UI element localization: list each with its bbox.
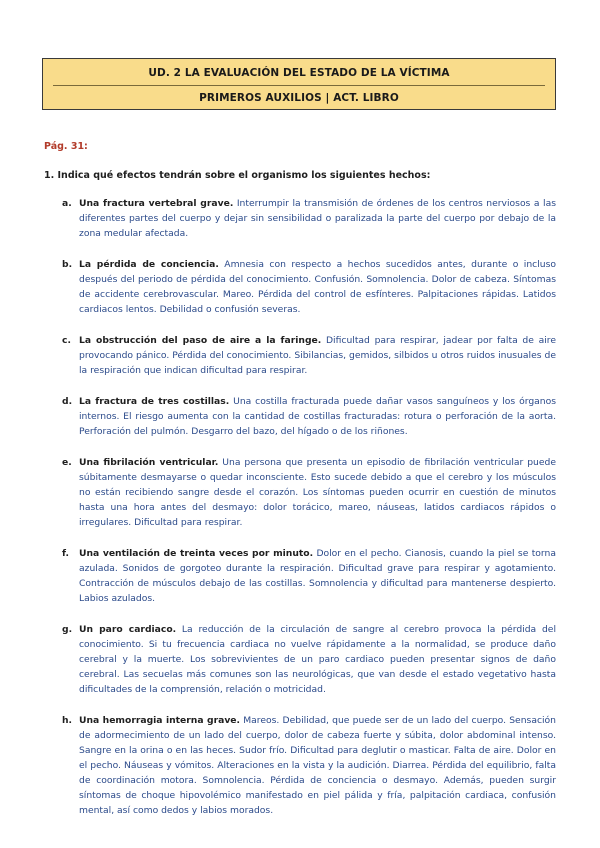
answer-list <box>62 196 556 834</box>
item-answer: Una costilla fracturada puede dañar vasos sanguíneos y los órganos internos. El riesgo aumenta con la cantidad de costillas fracturadas: rotura o perforación de la aorta. Perforación del pulmón. Desgarro del bazo, del hígado o de los riñones. <box>79 396 557 437</box>
list-item <box>62 196 556 241</box>
item-title: Una fractura vertebral grave. <box>79 198 234 209</box>
list-item <box>62 713 556 818</box>
item-letter: d. <box>62 396 73 407</box>
item-answer: Interrumpir la transmisión de órdenes de los centros nerviosos a las diferentes partes del cuerpo y dejar sin sensibilidad o paralizada la parte del cuerpo por debajo de la zona medular afectada. <box>79 198 557 239</box>
item-title: Una fibrilación ventricular. <box>79 457 219 468</box>
document-header <box>42 58 556 110</box>
item-letter: h. <box>62 715 73 726</box>
item-letter: g. <box>62 624 73 635</box>
item-title: La fractura de tres costillas. <box>79 396 230 407</box>
item-letter: c. <box>62 335 71 346</box>
list-item <box>62 394 556 439</box>
question-text: 1. Indica qué efectos tendrán sobre el organismo los siguientes hechos: <box>44 170 431 181</box>
item-letter: a. <box>62 198 72 209</box>
item-title: Una ventilación de treinta veces por minuto. <box>79 548 314 559</box>
list-item <box>62 333 556 378</box>
item-answer: Mareos. Debilidad, que puede ser de un lado del cuerpo. Sensación de adormecimiento de un lado del cuerpo, dolor de cabeza fuerte y súbita, dolor abdominal intenso. Sangre en la orina o en las heces. Sudor frío. Dificultad para deglutir o masticar. Falta de aire. Dolor en el pecho. Náuseas y vómitos. Alteraciones en la vista y la audición. Diarrea. Pérdida del equilibrio, falta de coordinación motora. Somnolencia. Pérdida de conciencia o desmayo. Además, pueden surgir síntomas de choque hipovolémico manifestado en piel pálida y fría, palpitación cardiaca, confusión mental, así como dedos y labios morados. <box>79 715 556 816</box>
list-item <box>62 257 556 317</box>
item-title: La pérdida de conciencia. <box>79 259 219 270</box>
item-answer: Una persona que presenta un episodio de fibrilación ventricular puede súbitamente desmayarse o quedar inconsciente. Esto sucede debido a que el cerebro y los músculos no están recibiendo sangre desde el corazón. Los síntomas pueden ocurrir en cuestión de minutos hasta una hora antes del desmayo: dolor torácico, mareo, náuseas, latidos cardiacos rápidos o irregulares. Dificultad para respirar. <box>79 457 557 528</box>
item-letter: f. <box>62 548 69 559</box>
course-subtitle: PRIMEROS AUXILIOS | ACT. LIBRO <box>199 92 399 104</box>
item-title: La obstrucción del paso de aire a la faringe. <box>79 335 322 346</box>
item-answer: La reducción de la circulación de sangre al cerebro provoca la pérdida del conocimiento. Si tu frecuencia cardiaca no vuelve rápidamente a la normalidad, se produce daño cerebral y la muerte. Los sobrevivientes de un paro cardiaco pueden presentar signos de daño cerebral. Las secuelas más comunes son las neurológicas, que van desde el estado vegetativo hasta dificultades de la comprensión, relación o motricidad. <box>79 624 556 695</box>
item-letter: b. <box>62 259 73 270</box>
item-letter: e. <box>62 457 72 468</box>
item-answer: Dolor en el pecho. Cianosis, cuando la piel se torna azulada. Sonidos de gorgoteo durante la respiración. Dificultad grave para respirar y agotamiento. Contracción de músculos debajo de las costillas. Somnolencia y dificultad para mantenerse despierto. Labios azulados. <box>79 548 556 604</box>
unit-title: UD. 2 LA EVALUACIÓN DEL ESTADO DE LA VÍCTIMA <box>148 67 450 79</box>
list-item <box>62 546 556 606</box>
item-title: Una hemorragia interna grave. <box>79 715 241 726</box>
page-reference: Pág. 31: <box>44 141 88 152</box>
header-divider <box>53 85 545 86</box>
item-answer: Dificultad para respirar, jadear por falta de aire provocando pánico. Pérdida del conocimiento. Sibilancias, gemidos, silbidos u otros ruidos inusuales de la respiración que indican dificultad para respirar. <box>79 335 556 376</box>
item-answer: Amnesia con respecto a hechos sucedidos antes, durante o incluso después del periodo de pérdida del conocimiento. Confusión. Somnolencia. Dolor de cabeza. Síntomas de accidente cerebrovascular. Mareo. Pérdida del control de esfínteres. Palpitaciones rápidas. Latidos cardiacos lentos. Debilidad o confusión severas. <box>79 259 556 315</box>
list-item <box>62 455 556 530</box>
item-title: Un paro cardiaco. <box>79 624 177 635</box>
list-item <box>62 622 556 697</box>
